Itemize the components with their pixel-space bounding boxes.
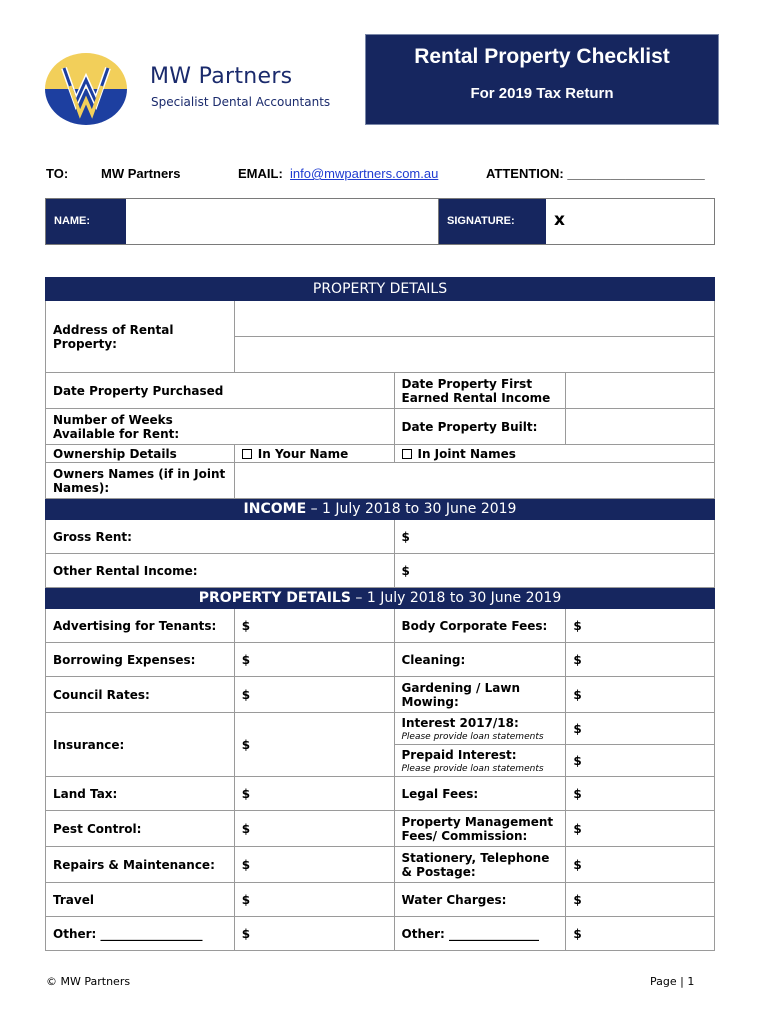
signature-mark: x — [554, 210, 565, 230]
to-label: TO: — [46, 166, 69, 181]
date-purchased-label: Date Property Purchased — [46, 373, 235, 409]
expenses-heading-period: – 1 July 2018 to 30 June 2019 — [350, 590, 562, 606]
ownership-label: Ownership Details — [46, 445, 235, 463]
travel-label: Travel — [46, 883, 235, 917]
interest-field[interactable]: $ — [566, 713, 715, 745]
signature-field[interactable] — [546, 199, 714, 244]
date-built-label: Date Property Built: — [394, 409, 566, 445]
insurance-field[interactable]: $ — [234, 713, 394, 777]
income-heading-bold: INCOME — [243, 501, 307, 517]
legal-fees-field[interactable]: $ — [566, 777, 715, 811]
pest-control-field[interactable]: $ — [234, 811, 394, 847]
cleaning-label: Cleaning: — [394, 643, 566, 677]
document-title: Rental Property Checklist — [414, 45, 670, 68]
brand-tagline: Specialist Dental Accountants — [151, 95, 331, 109]
income-heading — [46, 499, 715, 520]
in-your-name-label: In Your Name — [257, 446, 349, 461]
interest-note: Please provide loan statements — [401, 731, 544, 742]
date-first-earned-label: Date Property First Earned Rental Income — [394, 373, 566, 409]
email-label: EMAIL: — [238, 166, 283, 181]
to-value: MW Partners — [101, 166, 181, 181]
checklist-table — [45, 277, 715, 951]
property-management-field[interactable]: $ — [566, 811, 715, 847]
other-income-label: Other Rental Income: — [46, 554, 395, 588]
prepaid-interest-note: Please provide loan statements — [401, 763, 544, 774]
name-label: NAME: — [46, 199, 126, 244]
borrowing-label: Borrowing Expenses: — [46, 643, 235, 677]
pest-control-label: Pest Control: — [46, 811, 235, 847]
land-tax-field[interactable]: $ — [234, 777, 394, 811]
body-corporate-field[interactable]: $ — [566, 609, 715, 643]
stationery-label: Stationery, Telephone & Postage: — [394, 847, 566, 883]
date-built-field[interactable] — [566, 409, 715, 445]
cleaning-field[interactable]: $ — [566, 643, 715, 677]
date-first-earned-field[interactable] — [566, 373, 715, 409]
borrowing-field[interactable]: $ — [234, 643, 394, 677]
date-purchased-field[interactable] — [234, 373, 394, 409]
water-charges-label: Water Charges: — [394, 883, 566, 917]
other-expense-right-field[interactable]: $ — [566, 917, 715, 951]
address-field-line-1[interactable] — [234, 301, 714, 337]
checkbox-icon[interactable] — [242, 449, 252, 459]
other-expense-left-label[interactable]: Other: _________________ — [46, 917, 235, 951]
signature-label: SIGNATURE: — [439, 199, 546, 244]
water-charges-field[interactable]: $ — [566, 883, 715, 917]
repairs-label: Repairs & Maintenance: — [46, 847, 235, 883]
income-heading-period: – 1 July 2018 to 30 June 2019 — [306, 501, 517, 517]
email-link[interactable]: info@mwpartners.com.au — [290, 166, 439, 181]
weeks-available-label: Number of Weeks Available for Rent: — [46, 409, 235, 445]
expenses-heading-bold: PROPERTY DETAILS — [198, 590, 351, 606]
in-joint-names-option[interactable] — [394, 445, 715, 463]
other-expense-left-field[interactable]: $ — [234, 917, 394, 951]
council-rates-label: Council Rates: — [46, 677, 235, 713]
address-label: Address of Rental Property: — [46, 301, 235, 373]
advertising-field[interactable]: $ — [234, 609, 394, 643]
document-subtitle: For 2019 Tax Return — [470, 85, 614, 102]
gardening-field[interactable]: $ — [566, 677, 715, 713]
checkbox-icon[interactable] — [402, 449, 412, 459]
brand-name: MW Partners — [150, 64, 293, 89]
title-banner — [365, 34, 719, 125]
travel-field[interactable]: $ — [234, 883, 394, 917]
prepaid-interest-field[interactable]: $ — [566, 745, 715, 777]
interest-label-text: Interest 2017/18: — [401, 715, 519, 730]
footer-page-number: Page | 1 — [650, 975, 695, 988]
stationery-field[interactable]: $ — [566, 847, 715, 883]
name-signature-bar — [45, 198, 715, 245]
gross-rent-label: Gross Rent: — [46, 520, 395, 554]
name-field[interactable] — [126, 199, 439, 244]
expenses-heading — [46, 588, 715, 609]
council-rates-field[interactable]: $ — [234, 677, 394, 713]
email-row — [238, 166, 438, 181]
gross-rent-field[interactable]: $ — [394, 520, 715, 554]
insurance-label: Insurance: — [46, 713, 235, 777]
mw-partners-logo — [44, 52, 128, 126]
advertising-label: Advertising for Tenants: — [46, 609, 235, 643]
repairs-field[interactable]: $ — [234, 847, 394, 883]
address-field-line-2[interactable] — [234, 337, 714, 373]
other-income-field[interactable]: $ — [394, 554, 715, 588]
in-your-name-option[interactable] — [234, 445, 394, 463]
prepaid-interest-label-text: Prepaid Interest: — [401, 747, 517, 762]
attention-field[interactable]: ATTENTION: ___________________ — [486, 166, 705, 181]
prepaid-interest-label — [394, 745, 566, 777]
land-tax-label: Land Tax: — [46, 777, 235, 811]
owners-names-field[interactable] — [234, 463, 714, 499]
property-details-heading: PROPERTY DETAILS — [46, 278, 715, 301]
other-expense-right-label[interactable]: Other: _______________ — [394, 917, 566, 951]
in-joint-names-label: In Joint Names — [417, 446, 516, 461]
interest-label — [394, 713, 566, 745]
footer-copyright: © MW Partners — [46, 975, 131, 988]
owners-names-label: Owners Names (if in Joint Names): — [46, 463, 235, 499]
body-corporate-label: Body Corporate Fees: — [394, 609, 566, 643]
property-management-label: Property Management Fees/ Commission: — [394, 811, 566, 847]
gardening-label: Gardening / Lawn Mowing: — [394, 677, 566, 713]
legal-fees-label: Legal Fees: — [394, 777, 566, 811]
weeks-available-field[interactable] — [234, 409, 394, 445]
